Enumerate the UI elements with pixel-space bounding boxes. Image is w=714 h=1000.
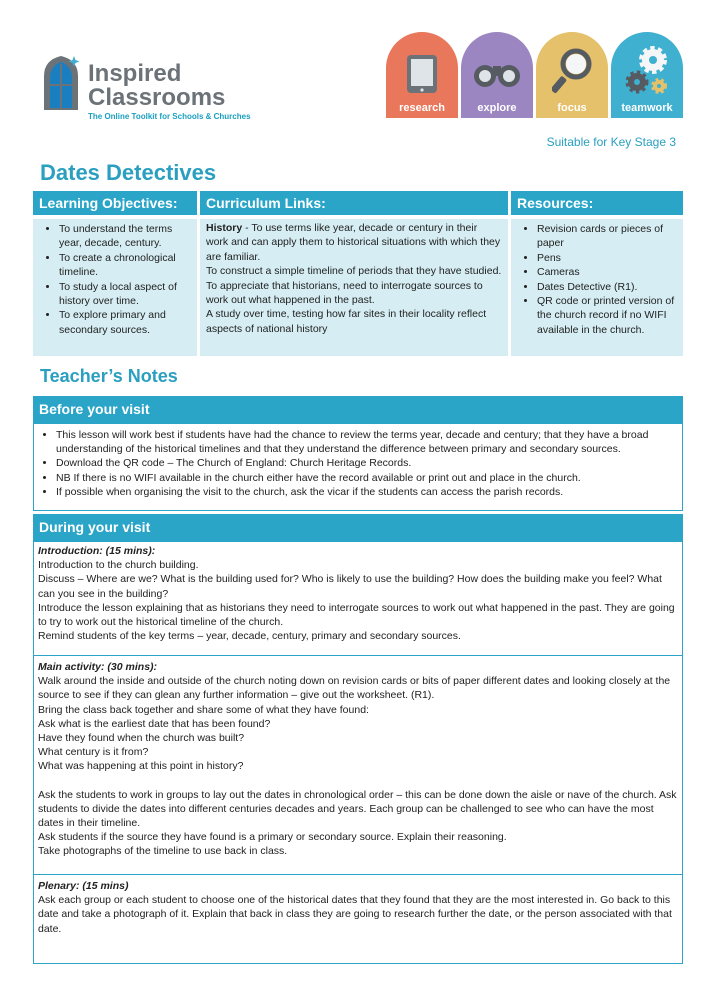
text-line: Take photographs of the timeline to use back in class. [38,845,288,858]
teamwork-tile [611,32,683,118]
text-line: Ask students if the source they have found is a primary or secondary source. Explain their reasoning. [38,831,507,844]
list-item: • Pens [537,251,683,265]
list-item: • Download the QR code – The Church of England: Church Heritage Records. [56,456,682,470]
list-item: • To create a chronological timeline. [59,251,197,280]
list-item: • To study a local aspect of history over time. [59,280,197,309]
list-item: • NB If there is no WIFI available in the church either have the record available or print out and place in the church. [56,471,682,485]
list-item: • QR code or printed version of the church record if no WIFI available in the church. [537,294,683,337]
key-stage-note: Suitable for Key Stage 3 [546,135,676,149]
before-visit-box [33,423,683,511]
during-visit-box [33,541,683,964]
text-line: Ask each group or each student to choose one of the historical dates that they found that they are the most interested in. Go back to this date and take a photograph of it. Explain that back in class they are going to research further the date, or the person associated with that date. [38,894,672,935]
plenary-section [34,875,682,938]
section-heading: Plenary: (15 mins) [38,880,129,892]
text-line: Have they found when the church was built? [38,732,245,745]
focus-tile [536,32,608,118]
research-tile [386,32,458,118]
tile-label: research [399,102,445,114]
curriculum-cell [200,219,508,356]
list-item: • Cameras [537,265,683,279]
list-item: • To understand the terms year, decade, century. [59,222,197,251]
logo [40,52,290,122]
list-item: • If possible when organising the visit to the church, ask the vicar if the students can access the parish records. [56,485,682,499]
text-line: What was happening at this point in history? [38,760,244,773]
curriculum-header: Curriculum Links: [200,191,508,215]
binoculars-icon [473,58,521,90]
curriculum-text: To construct a simple timeline of periods that they have studied. [206,265,502,278]
subject-label: History [206,222,243,234]
teachers-notes-title: Teacher’s Notes [40,366,178,386]
text-line: Walk around the inside and outside of the church noting down on revision cards or bits of paper different dates and looking closely at the source to see if they can glean any further information – give out the worksheet. (R1). [38,675,671,702]
section-heading: Introduction: (15 mins): [38,545,156,557]
tablet-icon [406,54,438,94]
text-line: Remind students of the key terms – year, decade, century, primary and secondary sources. [38,630,461,643]
section-heading: Main activity: (30 mins): [38,661,158,673]
logo-tagline: The Online Toolkit for Schools & Churches [88,112,251,121]
before-visit-heading: Before your visit [33,396,683,423]
church-door-icon [40,54,82,112]
tile-label: focus [557,102,587,114]
magnifier-icon [552,48,594,96]
logo-line2: Classrooms [88,84,226,111]
list-item: • To explore primary and secondary sources. [59,308,197,337]
list-item: • Revision cards or pieces of paper [537,222,683,251]
text-line: Introduce the lesson explaining that as historians they need to interrogate sources to work out what happened in the past. They are going to try to work out the historical timeline of the church. [38,601,675,629]
main-activity-section [34,656,682,874]
curriculum-text: - To use terms like year, decade or century in their work and can apply them to historical situations with which they are familiar. [206,222,501,263]
resources-cell [511,219,683,356]
list-item: • This lesson will work best if students have had the chance to review the terms year, decade and century; that they have a broad understanding of the historical timelines and that they understand the difference between primary and secondary sources. [56,428,682,456]
gears-icon [623,44,673,98]
text-line: What century is it from? [38,746,149,759]
text-line: Ask what is the earliest date that has been found? [38,717,271,730]
resources-header: Resources: [511,191,683,215]
tile-label: teamwork [621,102,673,114]
curriculum-text: To appreciate that historians, need to interrogate sources to work out what happened in the past. [206,279,483,307]
logo-line1: Inspired [88,60,182,87]
during-visit-heading: During your visit [33,514,683,541]
introduction-section [34,542,682,655]
tile-label: explore [477,102,517,114]
text-line: Discuss – Where are we? What is the building used for? Who is likely to use the building? How does the building make you feel? What can you see in the building? [38,573,662,600]
text-line: Introduction to the church building. [38,559,199,572]
objectives-cell [33,219,197,356]
explore-tile [461,32,533,118]
page-title: Dates Detectives [40,160,217,185]
curriculum-text: A study over time, testing how far sites in their locality reflect aspects of national history [206,308,487,335]
objectives-header: Learning Objectives: [33,191,197,215]
text-line: Ask the students to work in groups to lay out the dates in chronological order – this can be done down the aisle or nave of the church. Ask students to divide the dates into different centuries decades and years. Each group can be challenged to see who can have the most dates in their timeline. [38,788,677,830]
list-item: • Dates Detective (R1). [537,280,683,294]
text-line: Bring the class back together and share some of what they have found: [38,703,369,716]
